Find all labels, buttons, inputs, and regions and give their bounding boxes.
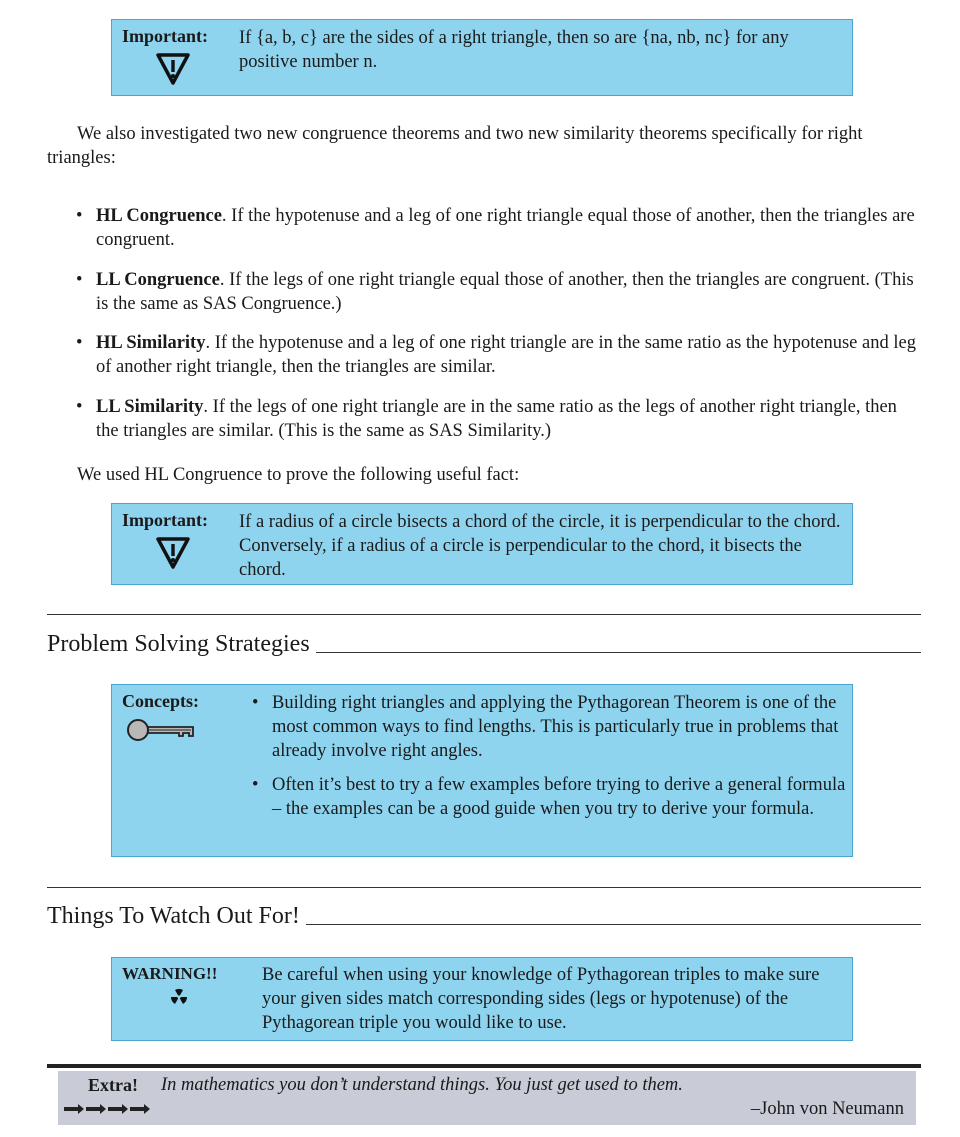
warning-box — [111, 957, 853, 1041]
radiation-icon — [170, 988, 188, 1006]
important-label: Important: — [122, 510, 208, 530]
intro-paragraph: We also investigated two new congruence theorems and two new similarity theorems specifically for right triangles: — [47, 124, 863, 168]
section-heading — [47, 903, 921, 930]
theorem-item: • LL Similarity. If the legs of one right triangle are in the same ratio as the legs of another right triangle, then the triangles are similar. (This is the same as SAS Similarity.) — [76, 397, 897, 441]
important-label: Important: — [122, 26, 208, 46]
extra-top-rule — [47, 1064, 921, 1068]
concept-item: • Building right triangles and applying the Pythagorean Theorem is one of the most common ways to find lengths. This is particularly true in problems that already involve right angles. — [250, 691, 846, 763]
theorem-name: LL Congruence — [96, 270, 220, 290]
key-icon — [127, 718, 197, 742]
extra-label: Extra! — [88, 1075, 138, 1095]
important-box-2 — [111, 503, 853, 585]
theorem-name: HL Similarity — [96, 333, 206, 353]
section-heading — [47, 631, 921, 658]
divider — [47, 887, 921, 888]
theorem-item: • LL Congruence. If the legs of one right triangle equal those of another, then the triangles are congruent. (This is the same as SAS Congruence.) — [76, 270, 914, 314]
warning-triangle-icon — [155, 536, 191, 570]
concepts-box — [111, 684, 853, 857]
section-title-problem-solving: Problem Solving Strategies — [47, 631, 310, 657]
extra-attribution: –John von Neumann — [750, 1099, 904, 1119]
theorem-item: • HL Congruence. If the hypotenuse and a leg of one right triangle equal those of another, then the triangles are congruent. — [76, 206, 915, 250]
extra-quote: In mathematics you don’t understand things. You just get used to them. — [161, 1075, 683, 1095]
important-text-1: If {a, b, c} are the sides of a right triangle, then so are {na, nb, nc} for any positive number n. — [239, 28, 789, 72]
theorem-name: LL Similarity — [96, 397, 204, 417]
warning-triangle-icon — [155, 52, 191, 86]
hl-paragraph: We used HL Congruence to prove the following useful fact: — [77, 465, 520, 485]
important-box-1 — [111, 19, 853, 96]
warning-text: Be careful when using your knowledge of Pythagorean triples to make sure your given sides match corresponding sides (legs or hypotenuse) of the Pythagorean triple you would like to use. — [262, 965, 820, 1033]
extra-box — [58, 1071, 916, 1125]
arrows-icon — [64, 1104, 154, 1114]
concepts-label: Concepts: — [122, 691, 199, 711]
warning-label: WARNING!! — [122, 964, 218, 983]
section-title-watch-out: Things To Watch Out For! — [47, 903, 300, 929]
concept-item: • Often it’s best to try a few examples before trying to derive a general formula – the examples can be a good guide when you try to derive your formula. — [250, 773, 846, 821]
important-text-2: If a radius of a circle bisects a chord of the circle, it is perpendicular to the chord. Conversely, if a radius of a circle is perpendicular to the chord, it bisects the chord. — [239, 512, 841, 580]
theorem-name: HL Congruence — [96, 206, 222, 226]
divider — [47, 614, 921, 615]
theorem-item: • HL Similarity. If the hypotenuse and a leg of one right triangle are in the same ratio as the hypotenuse and leg of another right triangle, then the triangles are similar. — [76, 333, 916, 377]
